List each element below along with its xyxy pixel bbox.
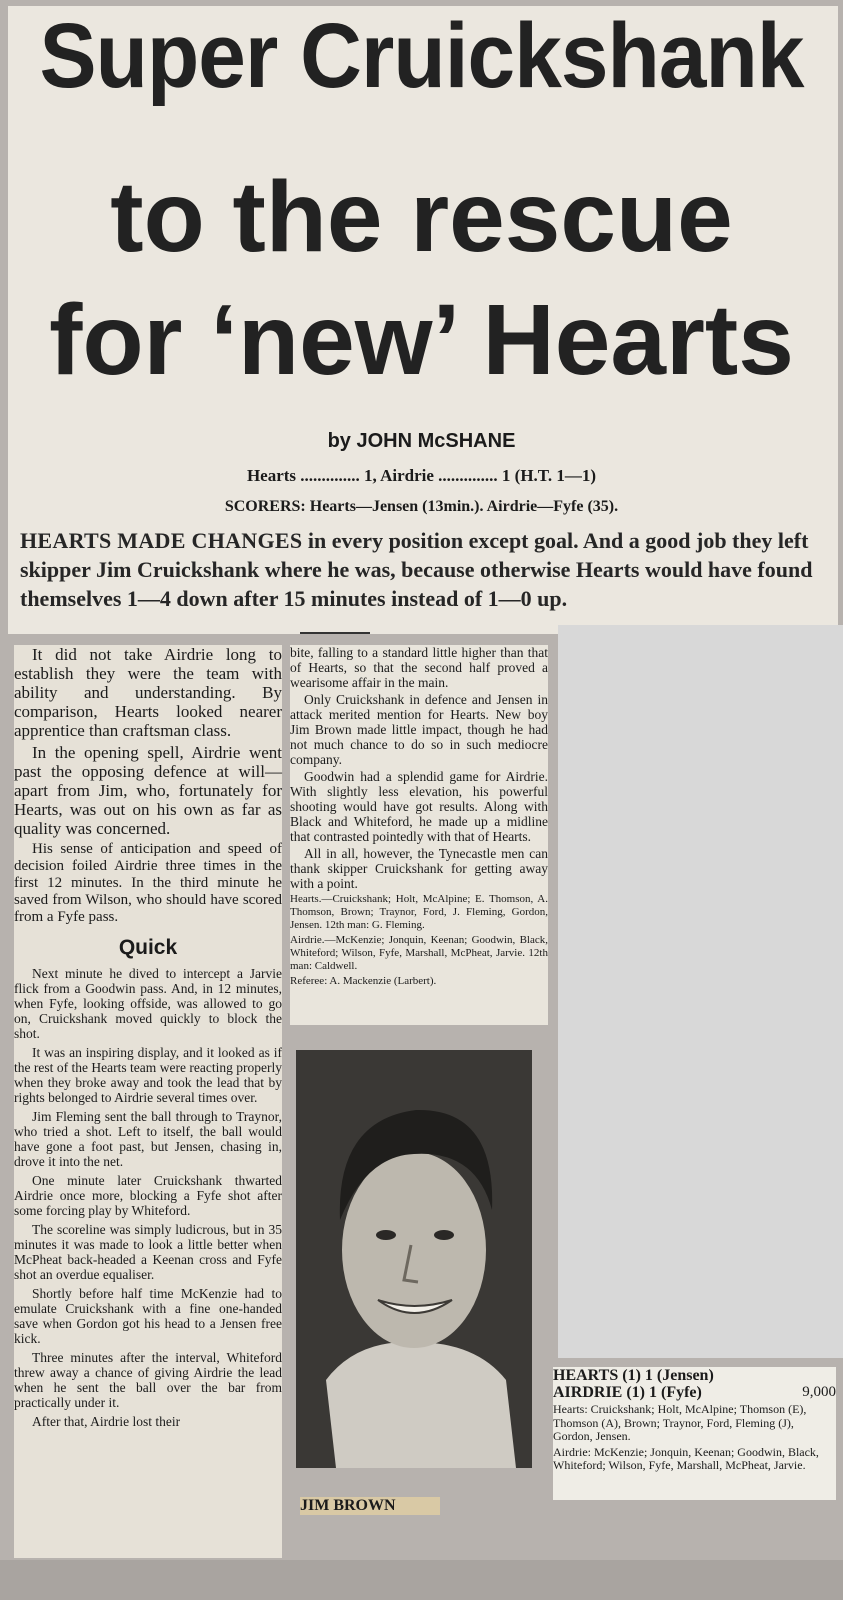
box-lineup-hearts: Hearts: Cruickshank; Holt, McAlpine; Thomson (E), Thomson (A), Brown; Traynor, Ford, Fleming (J), Gordon, Jensen. [553,1402,807,1443]
col1-para: Next minute he dived to intercept a Jarvie flick from a Goodwin pass. And, in 12 minutes, when Fyfe, looking offside, was allowed to go on, Cruickshank moved quickly to block the shot. [14,966,282,1041]
col1-para: It was an inspiring display, and it looked as if the rest of the Hearts team were reacting properly when they broke away and took the lead that by rights belonged to Airdrie several times over. [14,1045,282,1105]
player-photo [296,1050,532,1468]
headline-line-3: for ‘new’ Hearts [49,284,794,396]
result-row-hearts: HEARTS (1) 1 (Jensen) [553,1367,714,1384]
col2-para: Goodwin had a splendid game for Airdrie. With slightly less elevation, his powerful shooting would have got results. Along with Black and Whiteford, he made up a midline that contrasted pointedly with that of Hearts. [290,769,548,844]
background-surface [0,1560,843,1600]
headline [0,0,843,420]
col1-para: In the opening spell, Airdrie went past the opposing defence at will—apart from Jim, who, fortunately for Hearts, was out on his own as far as quality was concerned. [14,743,282,838]
lead-paragraph [20,526,835,613]
lead-text: in every position except goal. And a good job they left skipper Jim Cruickshank where he was, because otherwise Hearts would have found themselves 1—4 down after 15 minutes instead of 1—0 up. [20,528,813,611]
col1-para: Shortly before half time McKenzie had to emulate Cruickshank with a fine one-handed save when Gordon got his head to a Jensen free kick. [14,1286,282,1346]
referee-line: Referee: A. Mackenzie (Larbert). [290,975,437,987]
col1-para: It did not take Airdrie long to establish they were the team with ability and understanding. By comparison, Hearts looked nearer apprentice than craftsman class. [14,645,282,740]
col2-para: Only Cruickshank in defence and Jensen in attack merited mention for Hearts. New boy Jim Brown made little impact, though he had not much chance to do so in such mediocre company. [290,692,548,767]
portrait-illustration [296,1050,532,1468]
photo-caption: JIM BROWN [300,1497,440,1515]
attendance: 9,000 [802,1384,836,1400]
box-lineup-airdrie: Airdrie: McKenzie; Jonquin, Keenan; Goodwin, Black, Whiteford; Wilson, Fyfe, Marshall, McPheat, Jarvie. [553,1444,819,1472]
lineup-hearts: Hearts.—Cruickshank; Holt, McAlpine; E. Thomson, A. Thomson, Brown; Traynor, Ford, J. Fleming, Gordon, Jensen. 12th man: G. Fleming. [290,893,548,931]
article-column-2 [290,645,548,1025]
result-row-airdrie [553,1384,836,1401]
score-line: Hearts .............. 1, Airdrie .............. 1 (H.T. 1—1) [246,466,597,485]
col1-para: One minute later Cruickshank thwarted Airdrie once more, blocking a Fyfe shot after some forcing play by Whiteford. [14,1173,282,1218]
col2-para: bite, falling to a standard little higher than that of Hearts, so that the second half proved a wearisome affair in the main. [290,645,548,690]
col1-para: The scoreline was simply ludicrous, but in 35 minutes it was made to look a little better when McPheat back-headed a Keenan cross and Fyfe shot an overdue equaliser. [14,1222,282,1282]
lead-caps: HEARTS MADE CHANGES [20,528,303,553]
col1-para: Three minutes after the interval, Whiteford threw away a chance of giving Airdrie the lead when he sent the ball over the bar from practically under it. [14,1350,282,1410]
col1-small-text [14,966,282,1429]
scorers-line: SCORERS: Hearts—Jensen (13min.). Airdrie—Fyfe (35). [224,498,619,515]
headline-line-1: Super Cruickshank [39,5,804,107]
subhead-quick: Quick [118,936,178,959]
lineup-airdrie: Airdrie.—McKenzie; Jonquin, Keenan; Goodwin, Black, Whiteford; Wilson, Fyfe, Marshall, McPheat, Jarvie. 12th man: Caldwell. [290,934,548,972]
col1-para: His sense of anticipation and speed of decision foiled Airdrie three times in the first 12 minutes. In the third minute he saved from Wilson, who should have scored from a Fyfe pass. [14,841,282,925]
col1-para: After that, Airdrie lost their [32,1414,181,1429]
col2-para: All in all, however, the Tynecastle men can thank skipper Cruickshank for getting away with a point. [290,846,548,891]
redacted-area [558,625,843,1358]
column-rule [300,632,370,634]
byline: by JOHN McSHANE [327,430,516,452]
article-column-1 [14,645,282,1558]
headline-line-2: to the rescue [110,161,733,273]
col1-para: Jim Fleming sent the ball through to Traynor, who tried a shot. Left to itself, the ball would have gone a foot past, but Jensen, chasing in, drove it into the net. [14,1109,282,1169]
result-airdrie: AIRDRIE (1) 1 (Fyfe) [553,1384,702,1401]
result-box [553,1367,836,1500]
